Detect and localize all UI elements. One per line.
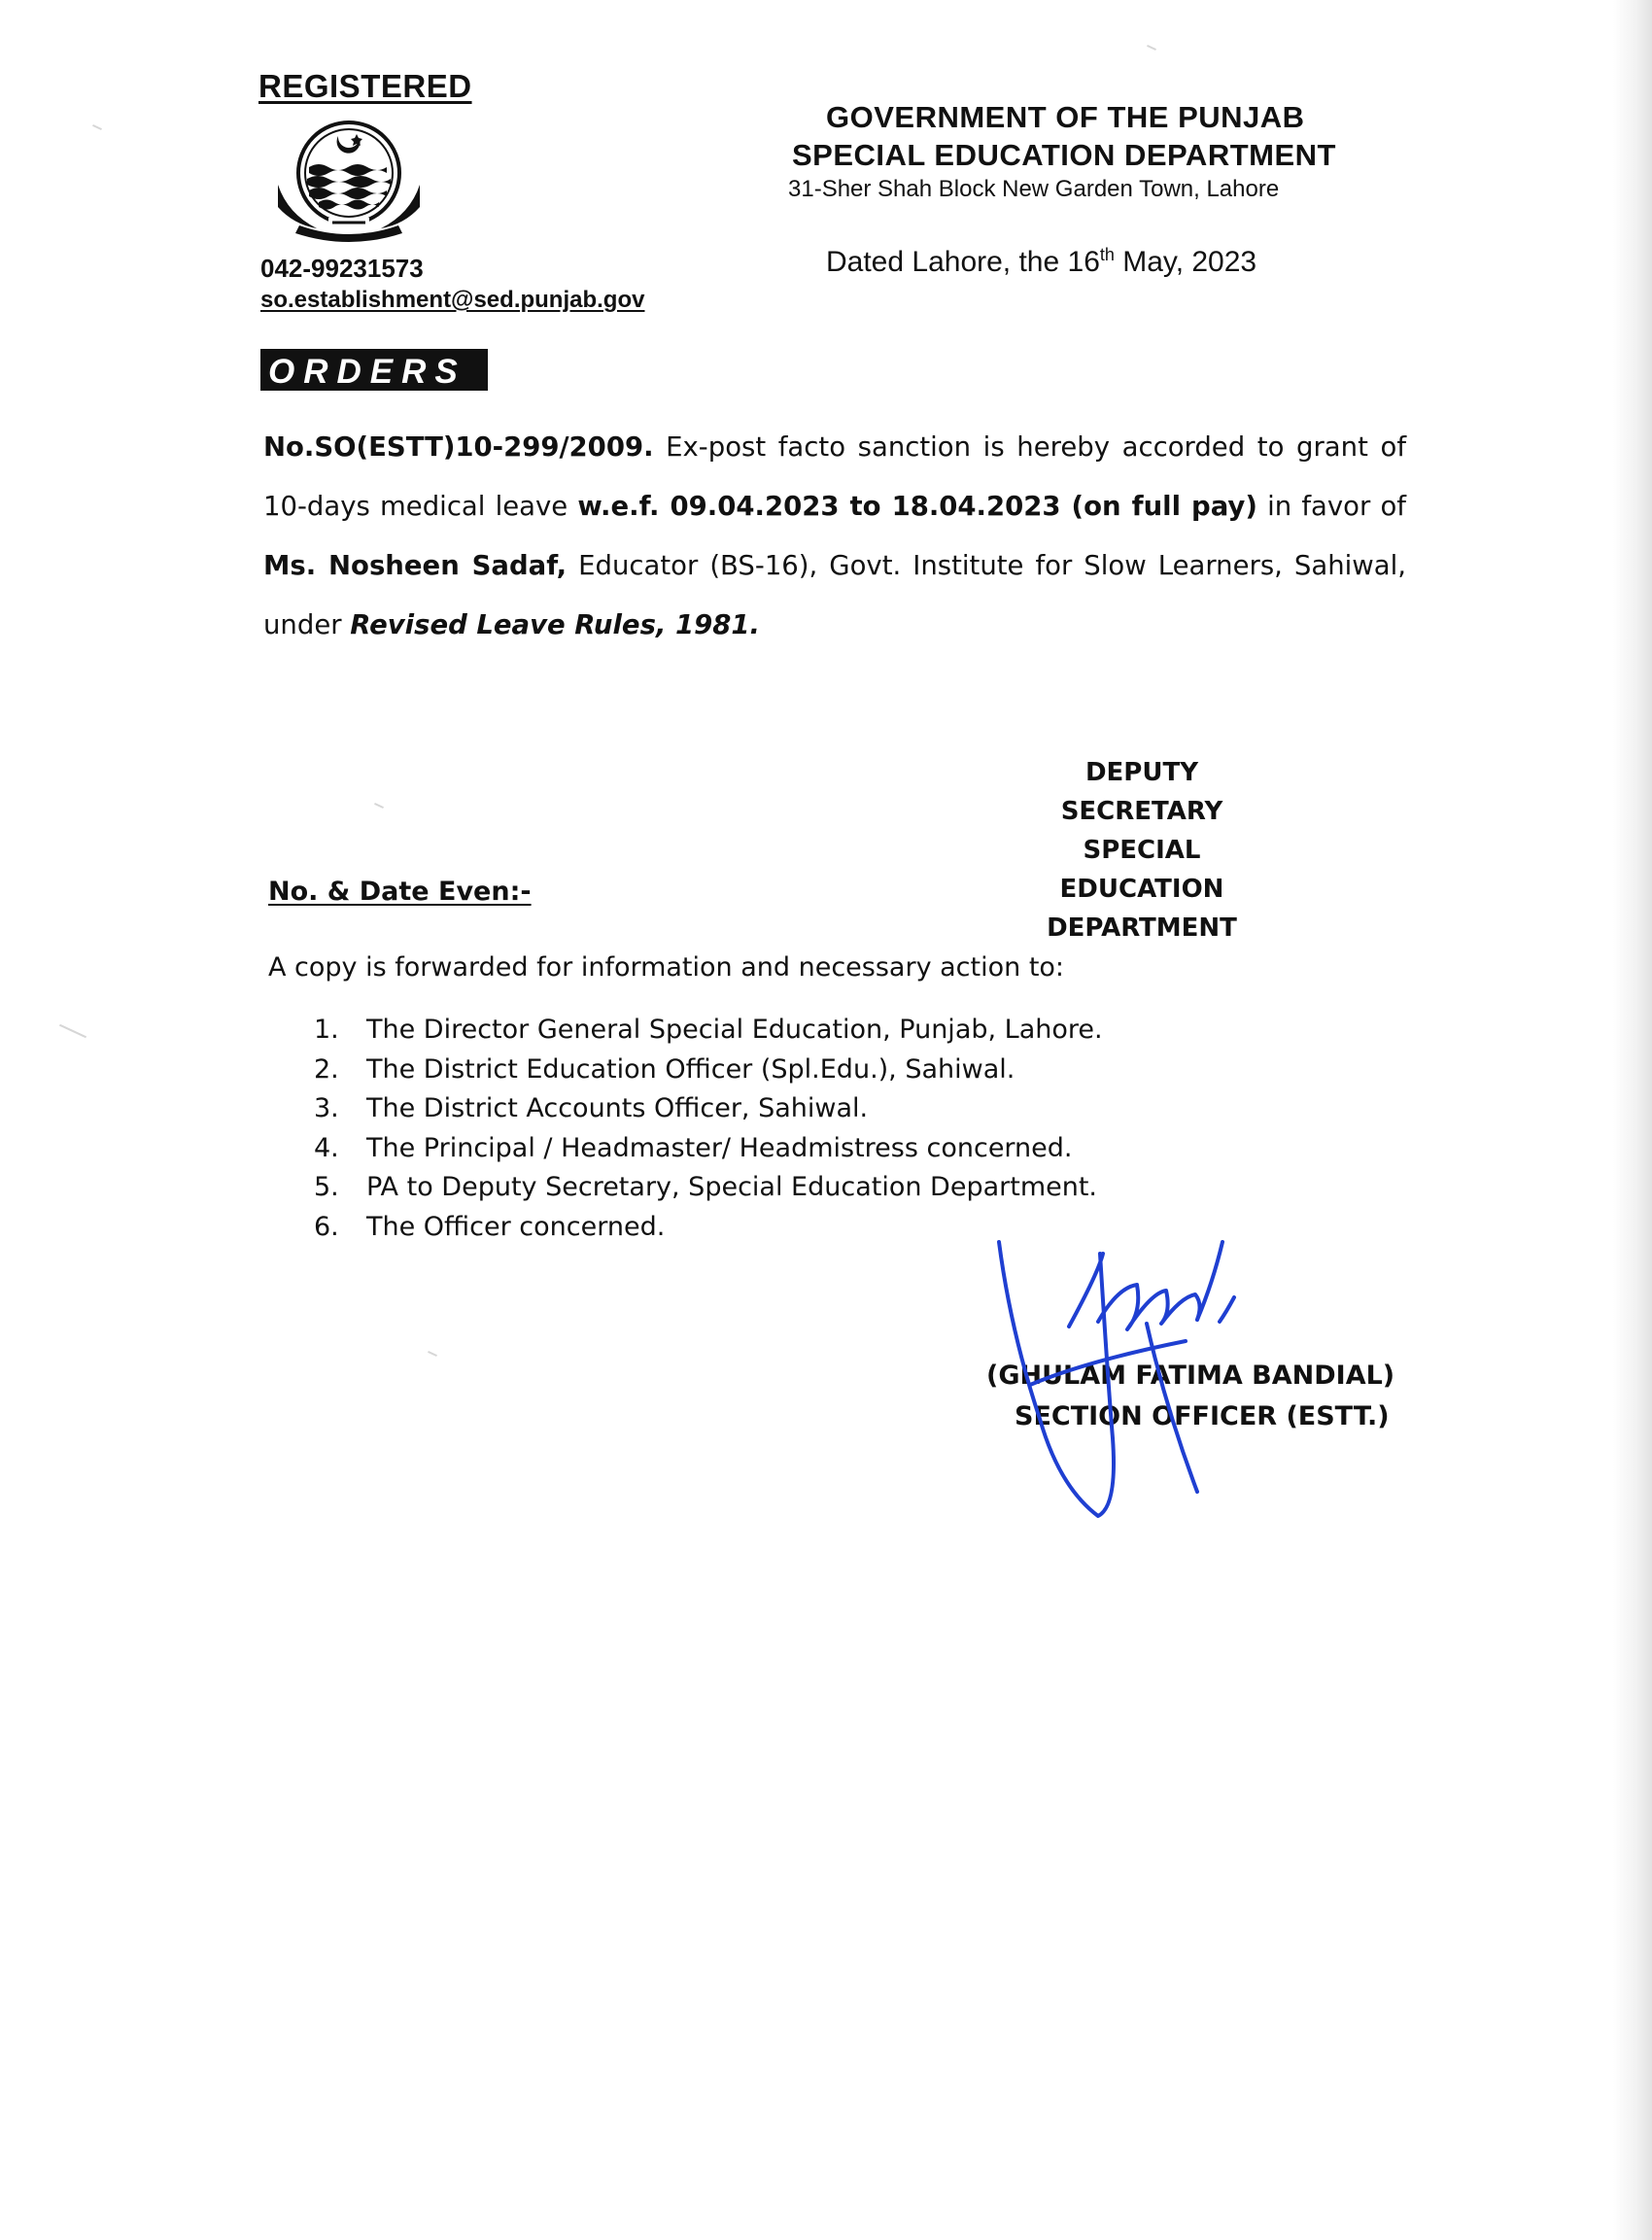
leave-period: w.e.f. 09.04.2023 to 18.04.2023 (on full pay): [577, 491, 1257, 522]
section-officer-name: (GHULAM FATIMA BANDIAL): [986, 1361, 1395, 1391]
date-prefix: Dated Lahore, the 16: [826, 246, 1100, 278]
deputy-line-1: DEPUTY SECRETARY: [1060, 758, 1223, 826]
list-item-text: The District Accounts Officer, Sahiwal.: [366, 1093, 869, 1123]
email-address[interactable]: so.establishment@sed.punjab.gov: [260, 287, 645, 313]
list-item-number: 6.: [314, 1211, 339, 1242]
employee-name: Ms. Nosheen Sadaf,: [263, 550, 568, 581]
list-item: [314, 1051, 1103, 1090]
list-item-text: The Director General Special Education, Punjab, Lahore.: [366, 1015, 1103, 1045]
department-address: 31-Sher Shah Block New Garden Town, Lahore: [788, 176, 1280, 202]
no-and-date-even: No. & Date Even:-: [268, 877, 532, 907]
date-suffix: May, 2023: [1114, 246, 1257, 278]
phone-number: 042-99231573: [260, 254, 424, 283]
list-item: [314, 1011, 1103, 1051]
order-paragraph: [263, 418, 1406, 655]
list-item-text: PA to Deputy Secretary, Special Education Department.: [366, 1172, 1098, 1202]
list-item: [314, 1129, 1103, 1169]
copy-recipients-list: [314, 1011, 1103, 1247]
date-ordinal: th: [1099, 245, 1115, 264]
department-title: SPECIAL EDUCATION DEPARTMENT: [792, 138, 1336, 172]
forward-note: A copy is forwarded for information and necessary action to:: [268, 952, 1065, 982]
date-line: [826, 245, 1256, 279]
scan-speck: [374, 803, 384, 809]
deputy-line-2: SPECIAL EDUCATION: [1059, 836, 1224, 904]
order-text-1: Ex-post facto sanction is hereby accorded to grant of 10-days medical leave: [263, 431, 1406, 522]
list-item-text: The Officer concerned.: [366, 1211, 666, 1242]
list-item: [314, 1089, 1103, 1129]
government-title: GOVERNMENT OF THE PUNJAB: [826, 100, 1305, 134]
leave-rules: Revised Leave Rules, 1981.: [350, 609, 760, 640]
registered-label: REGISTERED: [258, 68, 472, 104]
list-item-number: 4.: [314, 1132, 339, 1163]
list-item-number: 1.: [314, 1015, 339, 1045]
order-text-3: Educator (BS-16), Govt. Institute for Slow Learners, Sahiwal, under: [263, 550, 1407, 640]
scan-speck: [428, 1351, 437, 1357]
order-text-2: in favor of: [1256, 491, 1406, 522]
list-item-number: 2.: [314, 1053, 339, 1085]
government-of-punjab-emblem-icon: [270, 117, 428, 243]
list-item-number: 3.: [314, 1093, 339, 1123]
scan-speck: [92, 124, 102, 130]
page-edge-shadow: [1613, 0, 1652, 2240]
handwritten-signature-icon: [972, 1215, 1263, 1526]
deputy-secretary-block: [1001, 753, 1283, 948]
deputy-line-3: DEPARTMENT: [1047, 913, 1237, 943]
list-item-number: 5.: [314, 1172, 339, 1202]
list-item: [314, 1168, 1103, 1208]
list-item-text: The District Education Officer (Spl.Edu.), Sahiwal.: [366, 1053, 1015, 1085]
orders-heading: ORDERS: [260, 349, 488, 391]
order-reference-number: No.SO(ESTT)10-299/2009.: [263, 431, 654, 463]
scan-speck: [59, 1024, 86, 1038]
list-item-text: The Principal / Headmaster/ Headmistress concerned.: [366, 1132, 1073, 1163]
section-officer-title: SECTION OFFICER (ESTT.): [1015, 1401, 1390, 1431]
scan-speck: [1147, 45, 1156, 51]
